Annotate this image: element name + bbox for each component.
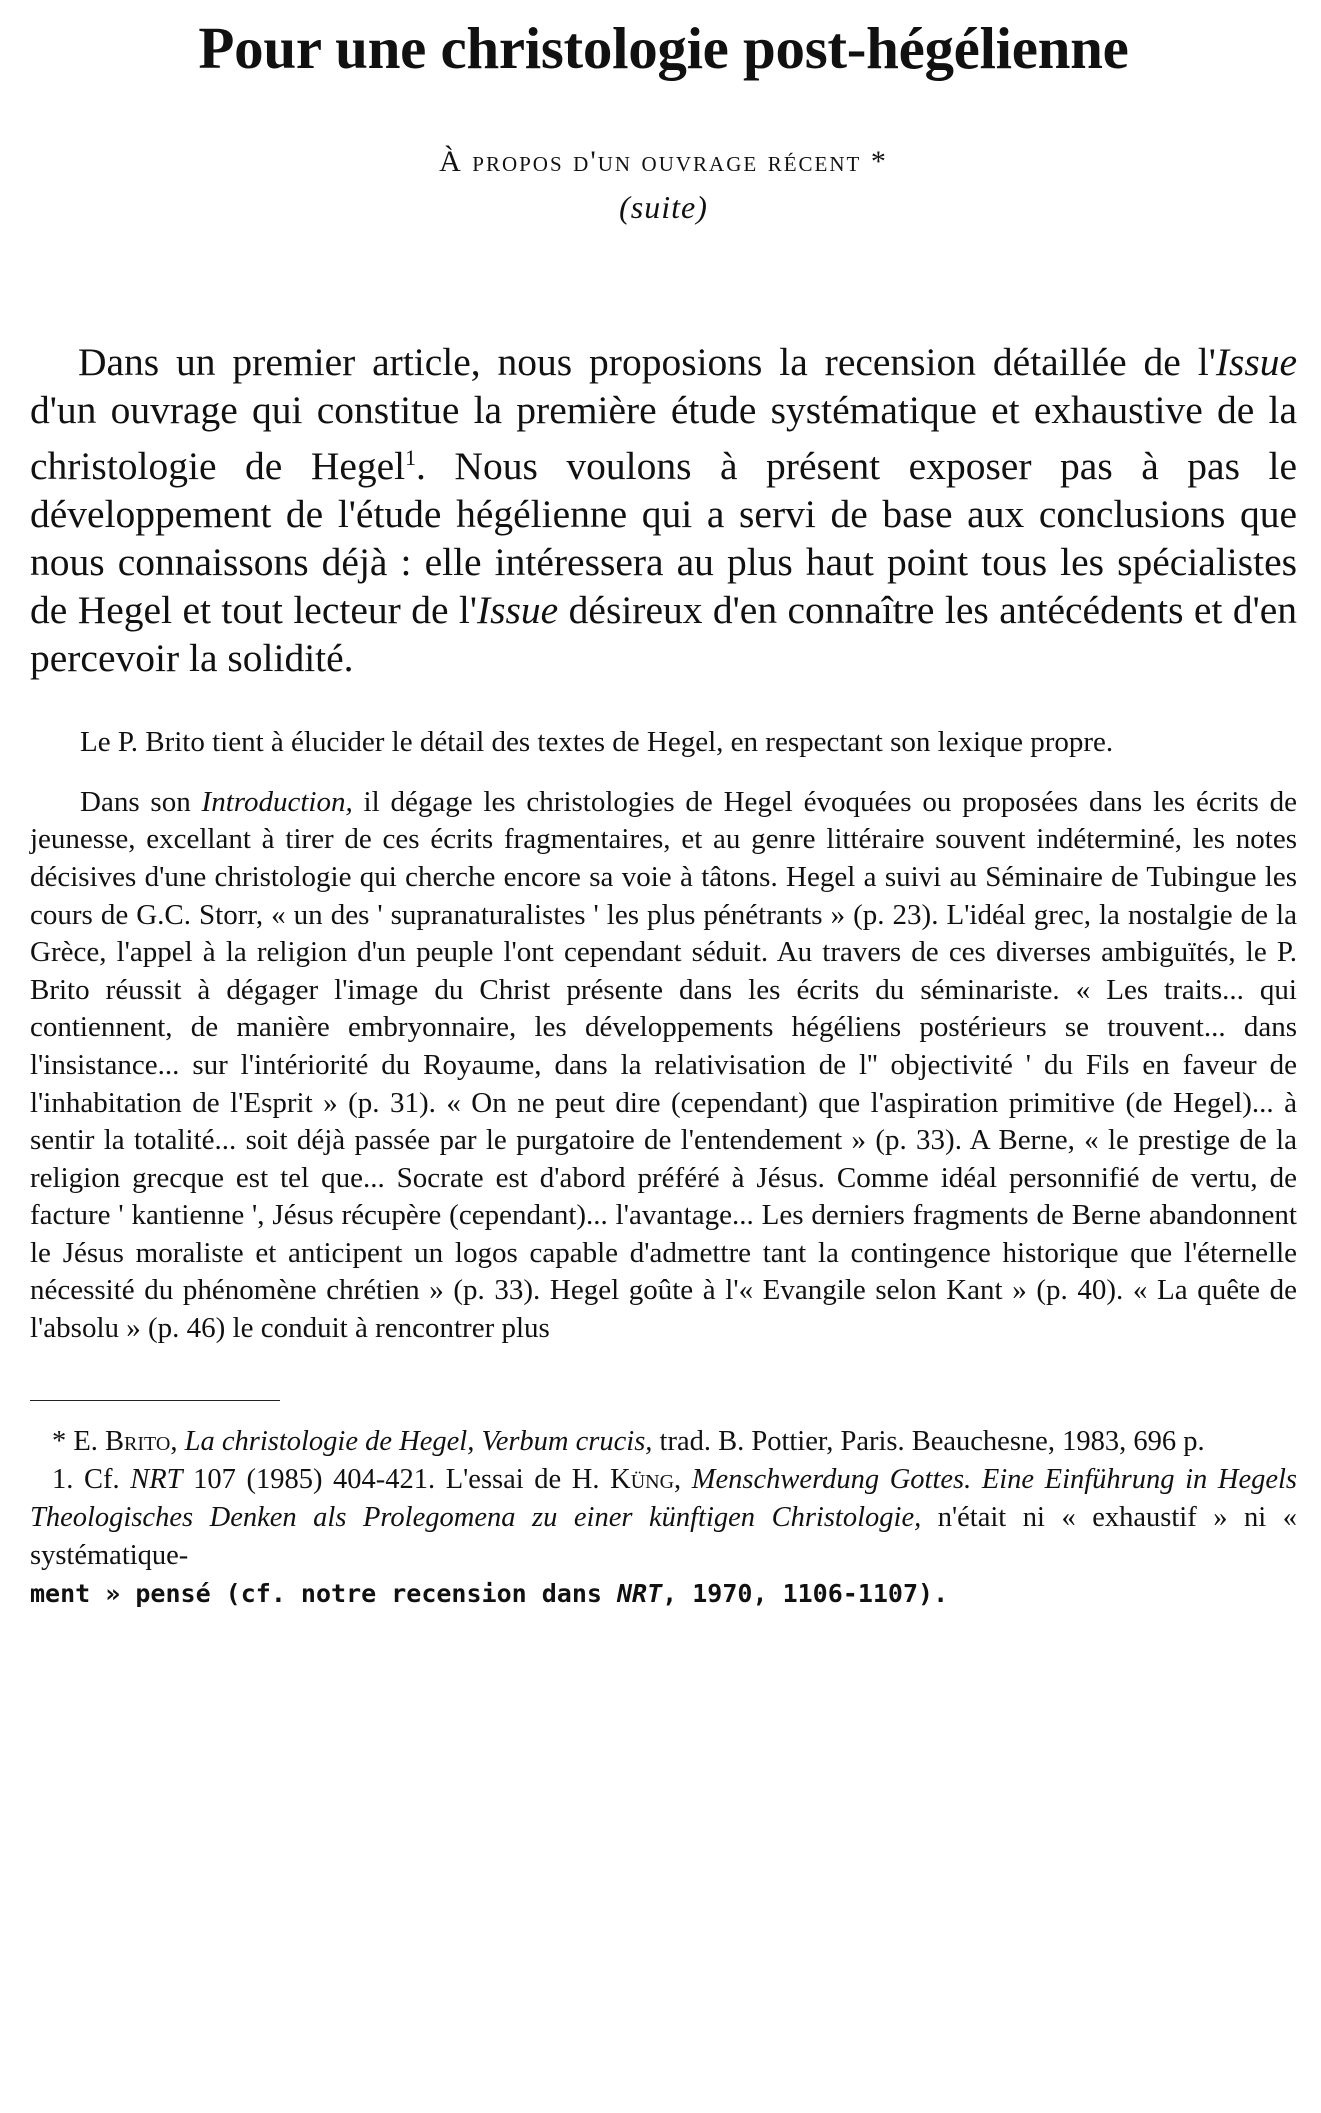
article-continuation-note: (suite)	[619, 189, 708, 225]
issue-title: Issue	[1215, 340, 1297, 384]
footnote-text: ment » pensé (cf. notre recension dans	[30, 1578, 617, 1608]
footnote-text: 1. Cf.	[52, 1463, 131, 1495]
footnote-book-title: Menschwerdung Gottes. Eine Einführung in Hegels Theologisches Denken als Prolegomena zu einer künftigen Christologie,	[30, 1463, 1298, 1533]
article-subtitle: À propos d'un ouvrage récent *	[439, 145, 888, 178]
footnote-text: trad. B. Pottier, Paris. Beauchesne, 1983, 696 p.	[652, 1425, 1205, 1457]
footnote-author: Küng	[610, 1463, 675, 1495]
journal-abbrev: NRT	[130, 1463, 183, 1495]
body-text: il dégage les christologies de Hegel évoquées ou proposées dans les écrits de jeunesse, excellant à tirer de ces écrits fragmentaires, et au genre littéraire souvent indéterminé, les notes décisives d'une christologie qui cherche encore sa voie à tâtons. Hegel a suivi au Séminaire de Tubingue les cours de G.C. Storr, « un des ' supranaturalistes ' les plus pénétrants » (p. 23). L'idéal grec, la nostalgie de la Grèce, l'appel à la religion d'un peuple l'ont cependant séduit. Au travers de ces diverses ambiguïtés, le P. Brito réussit à dégager l'image du Christ présente dans les écrits du séminariste. « Les traits... qui contiennent, de manière embryonnaire, les développements hégéliens postérieurs se trouvent... dans l'insistance... sur l'intériorité du Royaume, dans la relativisation de l'' objectivité ' du Fils en faveur de l'inhabitation de l'Esprit » (p. 31). « On ne peut dire (cependant) que l'aspiration primitive (de Hegel)... à sentir la totalité... soit déjà passée par le purgatoire de l'entendement » (p. 33). A Berne, « le prestige de la religion grecque est tel que... Socrate est d'abord préféré à Jésus. Comme idéal personnifié de vertu, de facture ' kantienne ', Jésus récupère (cependant)... l'avantage... Les derniers fragments de Berne abandonnent le Jésus moraliste et anticipent un logos capable d'admettre tant la contingence historique que l'éternelle nécessité du phénomène chrétien » (p. 33). Hegel goûte à l'« Evangile selon Kant » (p. 40). « La quête de l'absolu » (p. 46) le conduit à rencontrer plus	[30, 785, 1297, 1345]
journal-abbrev: NRT	[617, 1578, 663, 1608]
footnote-star	[30, 1423, 1297, 1461]
intro-paragraph	[30, 338, 1297, 682]
footnote-author: Brito	[105, 1425, 171, 1457]
issue-title: Issue	[477, 588, 559, 633]
footnote-text: ,	[170, 1425, 185, 1457]
body-paragraph-2	[30, 784, 1297, 1348]
intro-text: . Nous voulons à présent exposer pas à pas le développement de l'étude hégélienne qui a servi de base aux conclusions que nous connaissons déjà : elle intéressera au plus haut point tous les spécialistes de Hegel et tout lecteur de l'	[30, 444, 1297, 633]
intro-text: désireux d'en connaître les antécédents et d'en percevoir la solidité.	[30, 588, 1297, 681]
footnote-ref: 1	[405, 446, 417, 470]
footnote-text: ,	[674, 1463, 692, 1495]
article-title: Pour une christologie post-hégélienne	[198, 15, 1129, 81]
footnote-text: * E.	[52, 1425, 106, 1457]
footnote-text: n'était ni « exhaustif » ni « systématique-	[30, 1501, 1297, 1571]
footnote-last-line	[30, 1579, 948, 1608]
footnote-book-title: La christologie de Hegel, Verbum crucis,	[184, 1425, 653, 1457]
intro-text: d'un ouvrage qui constitue la première étude systématique et exhaustive de la christologie de Hegel	[30, 388, 1297, 489]
footnote-1	[30, 1461, 1297, 1613]
intro-text: Dans un premier article, nous proposions la recension détaillée de l'	[78, 340, 1216, 384]
introduction-title: Introduction,	[201, 785, 353, 818]
footnote-text: , 1970, 1106-1107).	[662, 1578, 949, 1608]
body-text: Dans son	[80, 785, 202, 818]
body-paragraph-1: Le P. Brito tient à élucider le détail des textes de Hegel, en respectant son lexique propre.	[80, 726, 1114, 759]
footnote-separator	[30, 1400, 280, 1401]
footnote-text: 107 (1985) 404-421. L'essai de H.	[182, 1463, 611, 1495]
